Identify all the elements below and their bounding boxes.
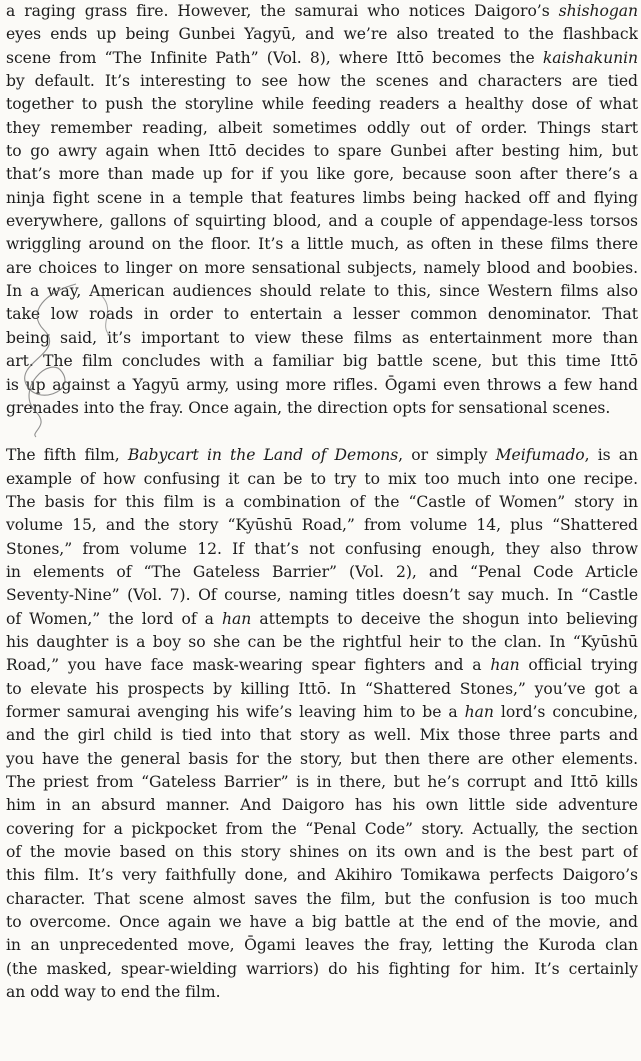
text-run: in an unprecedented move, Ōgami leaves the fray, letting the Kuroda clan	[6, 936, 638, 955]
text-line	[6, 374, 638, 397]
text-run: art. The film concludes with a familiar big battle scene, but this time Ittō	[6, 352, 638, 371]
text-line	[6, 491, 638, 514]
text-run: , is an	[584, 446, 638, 465]
text-run: is up against a Yagyū army, using more rifles. Ōgami even throws a few hand	[6, 375, 638, 394]
text-line	[6, 678, 638, 701]
italic-run: Meifumado	[495, 446, 585, 465]
text-line	[6, 350, 638, 373]
text-run: attempts to deceive the shogun into believing	[251, 609, 638, 628]
text-line	[6, 257, 638, 280]
text-line	[6, 818, 638, 841]
text-line	[6, 888, 638, 911]
text-run: ninja fight scene in a temple that features limbs being hacked off and flying	[6, 188, 638, 207]
italic-run: han	[222, 609, 252, 628]
text-run: The fifth film,	[6, 446, 128, 465]
text-line	[6, 584, 638, 607]
text-run: former samurai avenging his wife’s leaving him to be a	[6, 702, 465, 721]
text-run: eyes ends up being Gunbei Yagyū, and we’re also treated to the flashback	[6, 25, 638, 44]
text-line	[6, 514, 638, 537]
text-run: Road,” you have face mask-wearing spear fighters and a	[6, 656, 491, 675]
text-line	[6, 771, 638, 794]
text-run: this film. It’s very faithfully done, and Akihiro Tomikawa perfects Daigoro’s	[6, 866, 638, 885]
text-line	[6, 117, 638, 140]
text-run: In a way, American audiences should relate to this, since Western films also	[6, 282, 638, 301]
text-run: that’s more than made up for if you like gore, because soon after there’s a	[6, 165, 638, 184]
italic-run: kaishakunin	[542, 48, 638, 67]
paragraph-first	[6, 0, 638, 420]
text-run: official trying	[519, 656, 638, 675]
text-line	[6, 794, 638, 817]
text-line	[6, 444, 638, 467]
text-run: take low roads in order to entertain a lesser common denominator. That	[6, 305, 638, 324]
text-run: to go awry again when Ittō decides to spare Gunbei after besting him, but	[6, 142, 638, 161]
italic-run: han	[490, 656, 520, 675]
text-run: they remember reading, albeit sometimes oddly out of order. Things start	[6, 118, 638, 137]
text-run: covering for a pickpocket from the “Penal Code” story. Actually, the section	[6, 819, 638, 838]
text-run: in elements of “The Gateless Barrier” (Vol. 2), and “Penal Code Article	[6, 562, 638, 581]
text-line	[6, 0, 638, 23]
text-line	[6, 538, 638, 561]
text-line	[6, 864, 638, 887]
book-page	[6, 0, 638, 1061]
text-line	[6, 397, 638, 420]
text-run: together to push the storyline while feeding readers a healthy dose of what	[6, 95, 638, 114]
text-line	[6, 23, 638, 46]
text-run: by default. It’s interesting to see how the scenes and characters are tied	[6, 72, 638, 91]
text-run: him in an absurd manner. And Daigoro has his own little side adventure	[6, 796, 638, 815]
text-run: character. That scene almost saves the film, but the confusion is too much	[6, 889, 638, 908]
text-line	[6, 140, 638, 163]
text-line	[6, 841, 638, 864]
italic-run: shishogan	[558, 2, 638, 20]
text-run: being said, it’s important to view these films as entertainment more than	[6, 328, 638, 347]
text-line	[6, 93, 638, 116]
text-run: example of how confusing it can be to try to mix too much into one recipe.	[6, 469, 638, 488]
text-line	[6, 934, 638, 957]
text-run: his daughter is a boy so she can be the rightful heir to the clan. In “Kyūshū	[6, 632, 638, 651]
text-line	[6, 631, 638, 654]
text-run: Seventy-Nine” (Vol. 7). Of course, naming titles doesn’t say much. In “Castle	[6, 586, 638, 605]
text-line	[6, 210, 638, 233]
text-run: of the movie based on this story shines on its own and is the best part of	[6, 843, 638, 862]
text-run: to overcome. Once again we have a big battle at the end of the movie, and	[6, 913, 638, 932]
text-run: scene from “The Infinite Path” (Vol. 8), where Ittō becomes the	[6, 48, 543, 67]
text-line	[6, 468, 638, 491]
text-line	[6, 163, 638, 186]
text-line	[6, 233, 638, 256]
text-line	[6, 608, 638, 631]
text-run: (the masked, spear-wielding warriors) do his fighting for him. It’s certainly	[6, 959, 638, 978]
text-run: of Women,” the lord of a	[6, 609, 223, 628]
paragraph-second	[6, 444, 638, 1004]
text-run: to elevate his prospects by killing Ittō. In “Shattered Stones,” you’ve got a	[6, 679, 638, 698]
text-line	[6, 701, 638, 724]
text-line	[6, 280, 638, 303]
text-run: and the girl child is tied into that story as well. Mix those three parts and	[6, 726, 638, 745]
text-run: you have the general basis for the story, but then there are other elements.	[6, 749, 638, 768]
italic-run: Babycart in the Land of Demons	[127, 446, 399, 465]
text-line	[6, 47, 638, 70]
text-line	[6, 724, 638, 747]
text-line	[6, 187, 638, 210]
text-run: , or simply	[398, 446, 496, 465]
text-line	[6, 911, 638, 934]
text-run: an odd way to end the film.	[6, 983, 221, 1002]
text-run: The basis for this film is a combination of the “Castle of Women” story in	[6, 492, 638, 511]
text-line	[6, 654, 638, 677]
text-run: The priest from “Gateless Barrier” is in there, but he’s corrupt and Ittō kills	[6, 773, 638, 791]
text-line	[6, 748, 638, 771]
text-run: everywhere, gallons of squirting blood, and a couple of appendage-less torsos	[6, 212, 638, 231]
text-line	[6, 958, 638, 981]
text-line	[6, 561, 638, 584]
text-run: wriggling around on the floor. It’s a little much, as often in these films there	[6, 235, 638, 254]
text-line	[6, 981, 638, 1004]
text-run: lord’s concubine,	[493, 702, 638, 721]
italic-run: han	[464, 702, 494, 721]
text-run: grenades into the fray. Once again, the direction opts for sensational scenes.	[6, 398, 611, 417]
paragraph-gap	[6, 420, 638, 444]
text-run: are choices to linger on more sensational subjects, namely blood and boobies.	[6, 258, 638, 277]
text-line	[6, 70, 638, 93]
text-run: volume 15, and the story “Kyūshū Road,” from volume 14, plus “Shattered	[6, 516, 638, 535]
text-run: Stones,” from volume 12. If that’s not confusing enough, they also throw	[6, 539, 638, 558]
text-run: a raging grass fire. However, the samurai who notices Daigoro’s	[6, 2, 559, 20]
text-line	[6, 303, 638, 326]
text-line	[6, 327, 638, 350]
